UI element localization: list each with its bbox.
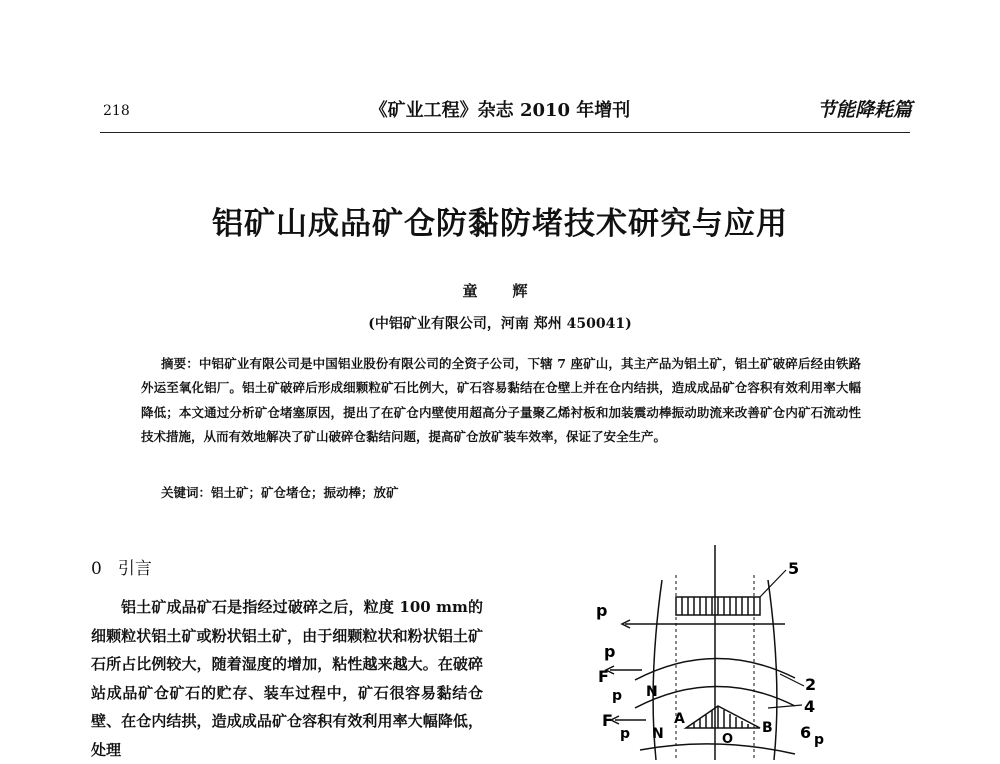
label-4: 4 [804,697,816,716]
p-arrow-top [622,620,785,628]
affiliation: (中铝矿业有限公司，河南 郑州 450041) [368,316,632,332]
label-B: B [762,720,773,736]
running-header: 《矿业工程》杂志 2010 年增刊 [369,100,631,121]
keywords-label: 关键词： [161,485,212,500]
keywords [161,483,399,501]
author: 童 辉 [462,282,538,300]
label-p-2: p [604,642,616,661]
pressure-load-bar [676,597,760,615]
leader-line-5 [760,570,786,597]
abstract [141,352,861,449]
label-2: 2 [805,675,817,694]
label-6: 6 [800,723,812,742]
leader-line-4 [768,705,802,708]
label-p-1: p [596,601,608,620]
force-arrow-2 [611,716,646,724]
abstract-text: 中铝矿业有限公司是中国铝业股份有限公司的全资子公司，下辖 7 座矿山，其主产品为铝土矿，铝土矿破碎后经由铁路外运至氧化铝厂。铝土矿破碎后形成细颗粒矿石比例大，矿石容易黏结在仓壁上并在仓内结拱，造成成品矿仓容积有效利用率大幅降低；本文通过分析矿仓堵塞原因，提出了在矿仓内壁使用超高分子量聚乙烯衬板和加装震动棒振动助流来改善矿仓内矿石流动性技术措施，从而有效地解决了矿山破碎仓黏结问题，提高矿仓放矿装车效率，保证了安全生产。 [141,356,861,444]
abstract-label: 摘要： [161,356,199,371]
force-arrow-1 [606,666,642,674]
triangle-load [686,706,760,728]
label-5: 5 [788,559,800,578]
silo-figure [590,540,840,760]
label-F-1: F [598,667,609,686]
label-F-2: F [602,711,613,730]
article-title: 铝矿山成品矿仓防黏防堵技术研究与应用 [212,206,788,242]
body-paragraph: 铝土矿成品矿石是指经过破碎之后，粒度 100 mm的细颗粒状铝土矿或粉状铝土矿，由于细颗粒状和粉状铝土矿石所占比例较大，随着湿度的增加，粘性越来越大。在破碎站成品矿仓矿石的贮存、装车过程中，矿石很容易黏结仓壁、在仓内结拱，造成成品矿仓容积有效利用率大幅降低，处理 [91,598,483,759]
page-number: 218 [103,103,130,119]
label-A: A [674,711,685,727]
bottom-curve [640,744,795,754]
label-O: O [722,732,734,747]
label-N-2: N [652,726,664,742]
header-rule [100,132,910,133]
label-N-1: N [646,684,658,700]
label-p-4: p [620,726,631,742]
label-p-3: p [612,688,623,704]
section-number: 0 [91,559,102,579]
section-title: 引言 [117,559,152,579]
keywords-text: 铝土矿；矿仓堵仓；振动棒；放矿 [211,485,399,500]
label-p-5: p [814,732,825,748]
section-heading [91,554,152,579]
section-tag: 节能降耗篇 [816,99,912,121]
